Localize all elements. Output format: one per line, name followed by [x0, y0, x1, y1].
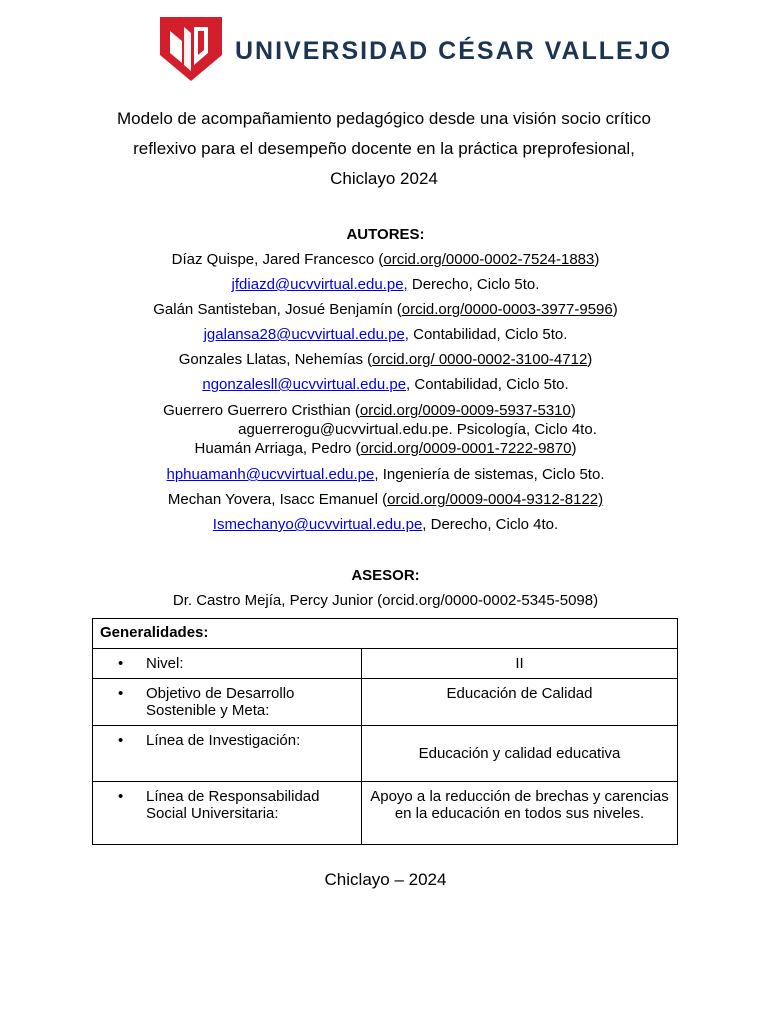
- author-4-contact-line: aguerrerogu@ucvvirtual.edu.pe. Psicología, Ciclo 4to.: [238, 421, 597, 438]
- author-1-orcid-link[interactable]: orcid.org/0000-0002-7524-1883: [383, 251, 595, 268]
- author-6-email-link[interactable]: Ismechanyo@ucvvirtual.edu.pe: [212, 516, 423, 533]
- row-label-ods: Objetivo de Desarrollo Sostenible y Meta:: [146, 685, 295, 719]
- author-1-email-link[interactable]: jfdiazd@ucvvirtual.edu.pe,: [231, 276, 408, 293]
- author-3-name-line: [0, 351, 768, 368]
- university-name: UNIVERSIDAD CÉSAR VALLEJO: [235, 37, 673, 65]
- author-3-name: Gonzales Llatas, Nehemías (: [178, 351, 373, 368]
- author-2-contact-line: [0, 326, 768, 343]
- row-value-ods: Educación de Calidad: [446, 685, 593, 702]
- author-5-details: , Ingeniería de sistemas, Ciclo 5to.: [374, 466, 605, 483]
- author-2-details: Contabilidad, Ciclo 5to.: [408, 326, 568, 343]
- author-2-name: Galán Santisteban, Josué Benjamín (: [153, 301, 402, 318]
- author-6-contact-line: [0, 516, 768, 533]
- row-label-investigacion: Línea de Investigación:: [146, 732, 301, 749]
- table-row: [93, 679, 678, 726]
- author-1-name-line: [0, 251, 768, 268]
- title-line-3: Chiclayo 2024: [330, 169, 438, 188]
- table-cell-label: [93, 679, 362, 726]
- table-row: [93, 782, 678, 845]
- author-6-name: Mechan Yovera, Isacc Emanuel (: [167, 491, 388, 508]
- advisor-name: Dr. Castro Mejía, Percy Junior (orcid.org/0000-0002-5345-5098): [172, 592, 599, 609]
- author-5-paren: ): [571, 440, 577, 457]
- author-3-orcid-link[interactable]: orcid.org/ 0000-0002-3100-4712: [372, 351, 588, 368]
- title-line-1: Modelo de acompañamiento pedagógico desde una visión socio crítico: [117, 109, 651, 128]
- author-1-name: Díaz Quispe, Jared Francesco (: [171, 251, 384, 268]
- table-cell-value: [362, 782, 678, 845]
- footer-place-date: Chiclayo – 2024: [324, 870, 447, 889]
- table-cell-label: [93, 726, 362, 782]
- bullet-icon: •: [118, 655, 124, 672]
- author-4-paren: ): [570, 402, 576, 419]
- author-4-name: Guerrero Guerrero Cristhian (: [163, 402, 360, 419]
- advisor-heading: ASESOR:: [351, 567, 420, 584]
- author-6-details: , Derecho, Ciclo 4to.: [422, 516, 559, 533]
- author-4-name-line: [0, 402, 755, 419]
- author-2-email-link[interactable]: jgalansa28@ucvvirtual.edu.pe,: [203, 326, 409, 343]
- document-title: [84, 104, 684, 194]
- author-5-name: Huamán Arriaga, Pedro (: [194, 440, 361, 457]
- table-cell-label: [93, 649, 362, 679]
- author-6-name-line: [0, 491, 768, 508]
- author-2-name-line: [0, 301, 768, 318]
- author-3-paren: ): [587, 351, 593, 368]
- row-value-nivel: II: [515, 655, 524, 672]
- author-3-contact-line: [0, 376, 768, 393]
- table-row: [93, 649, 678, 679]
- author-5-contact-line: [0, 466, 768, 483]
- bullet-icon: •: [118, 788, 124, 805]
- table-header-row: [93, 619, 678, 649]
- author-5-email-link[interactable]: hphuamanh@ucvvirtual.edu.pe: [166, 466, 375, 483]
- bullet-icon: •: [118, 732, 124, 749]
- generalities-table: [92, 618, 678, 845]
- author-1-details: Derecho, Ciclo 5to.: [407, 276, 540, 293]
- generalities-heading: Generalidades:: [93, 619, 678, 649]
- table-cell-label: [93, 782, 362, 845]
- author-2-paren: ): [612, 301, 618, 318]
- table-row: [93, 726, 678, 782]
- author-5-orcid-link[interactable]: orcid.org/0009-0001-7222-9870: [360, 440, 572, 457]
- table-cell-value: [362, 679, 678, 726]
- author-1-paren: ): [594, 251, 600, 268]
- author-5-name-line: [0, 440, 768, 457]
- row-label-rsu: Línea de Responsabilidad Social Universitaria:: [146, 788, 320, 822]
- author-2-orcid-link[interactable]: orcid.org/0000-0003-3977-9596: [401, 301, 613, 318]
- author-3-details: , Contabilidad, Ciclo 5to.: [406, 376, 569, 393]
- author-3-email-link[interactable]: ngonzalesll@ucvvirtual.edu.pe: [202, 376, 407, 393]
- authors-heading: AUTORES:: [346, 226, 425, 243]
- author-1-contact-line: [0, 276, 768, 293]
- row-value-investigacion: Educación y calidad educativa: [418, 745, 621, 762]
- title-line-2: reflexivo para el desempeño docente en la práctica preprofesional,: [133, 139, 635, 158]
- row-label-nivel: Nivel:: [146, 655, 184, 672]
- ucv-shield-logo-icon: [160, 17, 222, 81]
- table-cell-value: [362, 649, 678, 679]
- university-logo: [160, 15, 673, 85]
- table-cell-value: [362, 726, 678, 782]
- author-6-orcid-link[interactable]: orcid.org/0009-0004-9312-8122): [387, 491, 604, 508]
- row-value-rsu: Apoyo a la reducción de brechas y carencias en la educación en todos sus niveles.: [370, 788, 669, 822]
- author-4-orcid-link[interactable]: orcid.org/0009-0009-5937-5310: [359, 402, 571, 419]
- bullet-icon: •: [118, 685, 124, 702]
